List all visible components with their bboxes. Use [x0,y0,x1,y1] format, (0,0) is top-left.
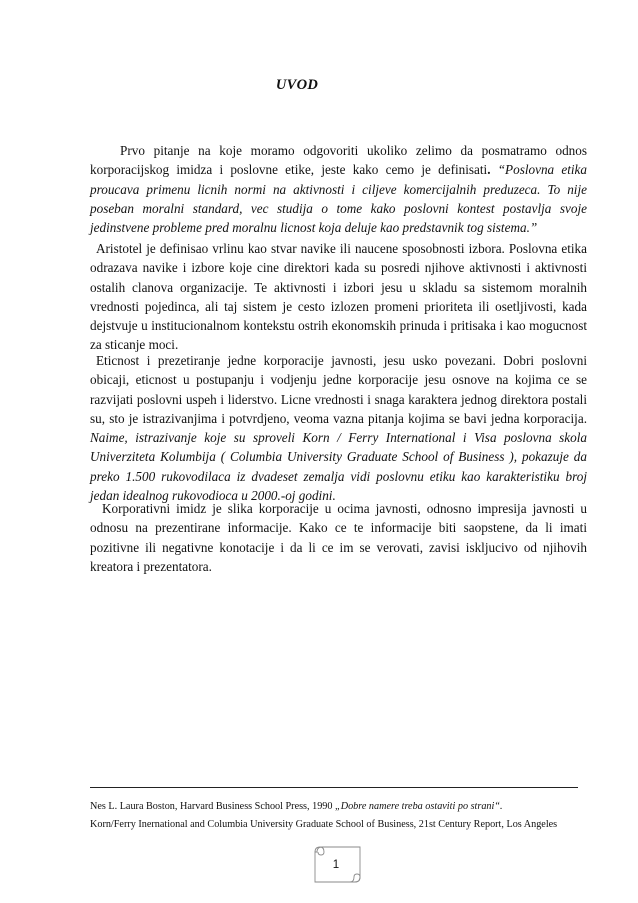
footnote-line-1-quote: „Dobre namere treba ostaviti po strani“. [335,801,503,812]
footnote [90,798,587,834]
paragraph-2 [90,239,587,355]
paragraph-3-italic-text: Naime, istrazivanje koje su sproveli Korn / Ferry International i Visa poslovna skola Univerziteta Kolumbija ( Columbia University Graduate School of Business ), pokazuje da preko 1.500 rukovodilaca iz dvadeset zemalja vidi poslovnu etiku kao karakteristiku broj jedan idealnog rukovodioca u 2000.-oj godini. [90,430,587,504]
paragraph-1-period: . [487,162,491,178]
paragraph-3-text: Eticnost i prezetiranje jedne korporacije javnosti, jesu usko povezani. Dobri poslovni obicaji, eticnost u postupanju i vodjenju jedne korporacije jesu osnove na kojima ce se razvijati poslovni uspeh i liderstvo. Licne vrednosti i snaga karaktera jednog direktora postali su, sto je istrazivanjima i potvrdjeno, veoma vazna pitanja kojima se bavi jedna korporacija. [90,353,587,426]
page-title: UVOD [275,77,319,93]
footnote-line-2: Korn/Ferry Inernational and Columbia University Graduate School of Business, 21st Century Report, Los Angeles [90,819,558,830]
footnote-divider [90,787,578,788]
footnote-line-1: Nes L. Laura Boston, Harvard Business School Press, 1990 [90,801,336,812]
paragraph-3 [90,351,587,505]
page-number: 1 [332,859,340,871]
paragraph-2-text: Aristotel je definisao vrlinu kao stvar navike ili naucene sposobnosti izbora. Poslovna etika odrazava navike i izbore koje cine direktori kada su posredi njihove aktivnosti i aktivnosti ostalih clanova organizacije. Te aktivnosti i izbori jesu u skladu sa sistemom moralnih vrednosti pojedinca, ali taj sistem je cesto izlozen promeni prioriteta ili osetljivosti, kada dejstvuje u institucionalnom kontekstu ostrih ekonomskih prinuda i pritisaka i kao mogucnost za sticanje moci. [90,241,587,353]
paragraph-4 [90,499,587,576]
paragraph-1-text: Prvo pitanje na koje moramo odgovoriti ukoliko zelimo da posmatramo odnos korporacijskog imidza i poslovne etike, jeste kako cemo je definisati [90,143,587,178]
paragraph-1-quote: “Poslovna etika proucava primenu licnih normi na aktivnosti i ciljeve komercijalnih preduzeca. To nije poseban moralni standard, vec studija o tome kako poslovni kontest postavlja svoje jedinstvene probleme pred moralnu licnost koja deluje kao predstavnik tog sistema.” [90,162,587,236]
paragraph-1 [90,141,587,237]
paragraph-4-text: Korporativni imidz je slika korporacije u ocima javnosti, odnosno impresija javnosti u odnosu na prezentirane informacije. Kako ce te informacije biti saopstene, da li imati pozitivne ili negativne konotacije i da li ce im se verovati, zavisi iskljucivo od njihovih kreatora i prezentatora. [90,501,587,574]
page-number-tab [314,844,362,884]
